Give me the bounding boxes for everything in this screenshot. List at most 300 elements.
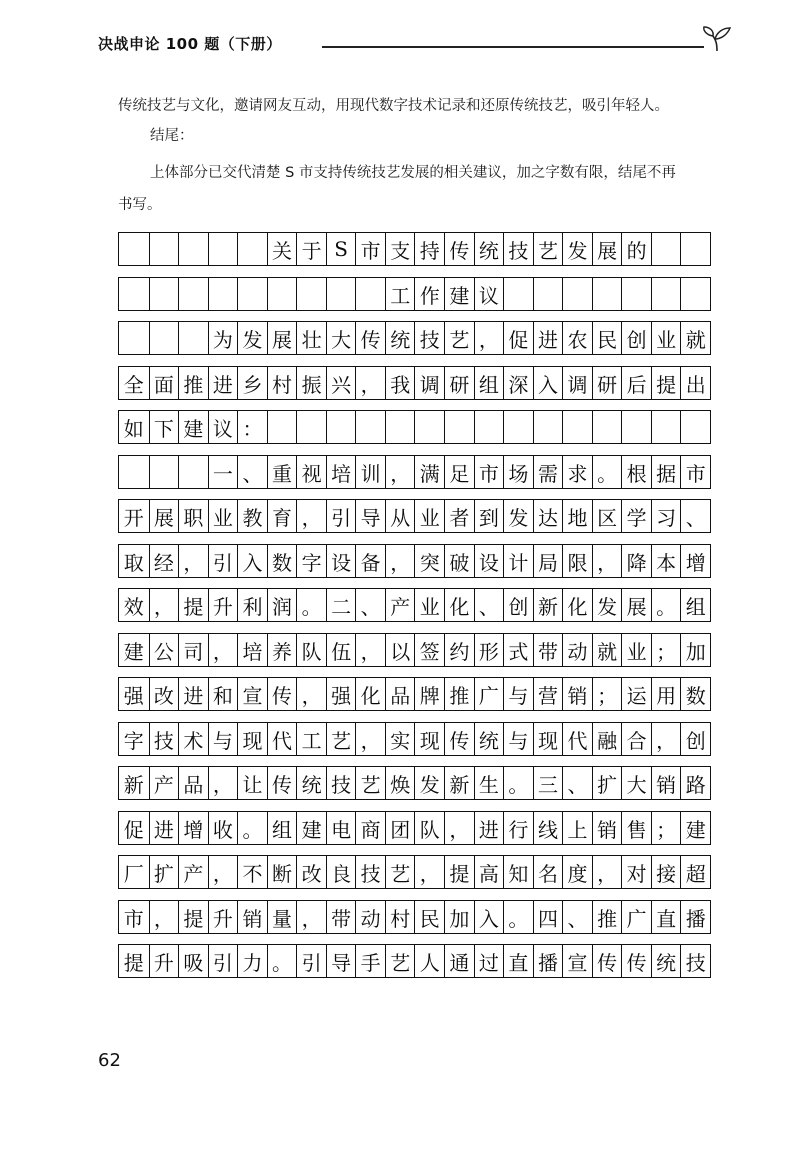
- grid-cell: 化: [444, 589, 474, 621]
- grid-cell: 现: [533, 723, 563, 755]
- grid-cell: 业: [414, 589, 444, 621]
- grid-cell: [237, 278, 267, 310]
- grid-cell: 吸: [178, 945, 208, 977]
- grid-cell: 促: [123, 817, 144, 842]
- grid-cell: [680, 278, 710, 310]
- grid-cell: 据: [651, 456, 681, 488]
- grid-cell: 促: [503, 322, 533, 354]
- grid-cell: 收: [208, 812, 238, 844]
- grid-cell: 工: [296, 723, 326, 755]
- grid-cell: 艺: [385, 856, 415, 888]
- grid-cell: 过: [474, 945, 504, 977]
- grid-cell: 艺: [444, 322, 474, 354]
- grid-cell: 司: [178, 634, 208, 666]
- grid-cell: 二: [326, 589, 356, 621]
- grid-cell: 团: [385, 812, 415, 844]
- grid-cell: 。: [592, 456, 622, 488]
- grid-cell: 良: [326, 856, 356, 888]
- grid-cell: 我: [385, 367, 415, 399]
- grid-cell: [651, 233, 681, 265]
- sprout-icon: [700, 26, 734, 52]
- body-paragraph-2-line-1: 上体部分已交代清楚 S 市支持传统技艺发展的相关建议，加之字数有限，结尾不再: [150, 165, 676, 181]
- grid-cell: 习: [651, 500, 681, 532]
- grid-cell: 约: [444, 634, 474, 666]
- grid-cell: [149, 233, 179, 265]
- grid-cell: 技: [149, 723, 179, 755]
- grid-cell: ，: [592, 545, 622, 577]
- ending-label: 结尾：: [150, 128, 194, 144]
- grid-cell: 技: [503, 233, 533, 265]
- grid-cell: [592, 411, 622, 443]
- grid-cell: 建: [680, 812, 710, 844]
- grid-cell: 量: [267, 901, 297, 933]
- grid-cell: 局: [533, 545, 563, 577]
- grid-cell: 需: [533, 456, 563, 488]
- grid-cell: 动: [355, 901, 385, 933]
- grid-cell: 队: [296, 634, 326, 666]
- grid-cell: [326, 278, 356, 310]
- grid-cell: 升: [149, 945, 179, 977]
- grid-cell: 推: [444, 678, 474, 710]
- grid-cell: 代: [562, 723, 592, 755]
- grid-cell: 线: [533, 812, 563, 844]
- grid-cell: [208, 233, 238, 265]
- grid-cell: 不: [237, 856, 267, 888]
- header-rule: [322, 46, 704, 48]
- grid-cell: 本: [651, 545, 681, 577]
- grid-cell: 效: [123, 594, 144, 619]
- grid-cell: 入: [474, 901, 504, 933]
- grid-cell: 产: [385, 589, 415, 621]
- grid-cell: 入: [237, 545, 267, 577]
- grid-cell: [680, 233, 710, 265]
- grid-cell: 经: [149, 545, 179, 577]
- grid-cell: 于: [296, 233, 326, 265]
- grid-cell: 对: [621, 856, 651, 888]
- grid-cell: [562, 278, 592, 310]
- grid-cell: 提: [444, 856, 474, 888]
- grid-cell: ，: [385, 545, 415, 577]
- grid-cell: 组: [474, 367, 504, 399]
- grid-cell: ，: [651, 723, 681, 755]
- grid-cell: ，: [149, 589, 179, 621]
- grid-cell: 视: [296, 456, 326, 488]
- grid-cell: 直: [503, 945, 533, 977]
- grid-cell: 三: [533, 767, 563, 799]
- grid-cell: 到: [474, 500, 504, 532]
- grid-cell: 字: [123, 728, 144, 753]
- grid-row: [118, 633, 711, 667]
- grid-cell: [503, 411, 533, 443]
- grid-cell: 艺: [326, 723, 356, 755]
- grid-cell: 与: [503, 723, 533, 755]
- grid-cell: 发: [592, 589, 622, 621]
- grid-cell: 宣: [562, 945, 592, 977]
- grid-cell: 提: [651, 367, 681, 399]
- grid-cell: 建: [296, 812, 326, 844]
- grid-cell: 销: [592, 812, 622, 844]
- grid-cell: 、: [680, 500, 710, 532]
- grid-cell: 提: [178, 901, 208, 933]
- grid-cell: 增: [680, 545, 710, 577]
- grid-cell: ，: [355, 634, 385, 666]
- grid-row: [118, 811, 711, 845]
- grid-cell: 职: [178, 500, 208, 532]
- grid-cell: 和: [208, 678, 238, 710]
- grid-cell: 学: [621, 500, 651, 532]
- grid-cell: [208, 278, 238, 310]
- grid-cell: 市: [123, 906, 144, 931]
- grid-row: [118, 944, 711, 978]
- grid-cell: S: [326, 233, 356, 265]
- grid-cell: 创: [503, 589, 533, 621]
- grid-cell: 宣: [237, 678, 267, 710]
- grid-cell: 业: [621, 634, 651, 666]
- grid-cell: 达: [533, 500, 563, 532]
- grid-cell: 传: [592, 945, 622, 977]
- grid-cell: 传: [355, 322, 385, 354]
- grid-cell: 用: [651, 678, 681, 710]
- grid-row: [118, 544, 711, 578]
- grid-cell: 与: [503, 678, 533, 710]
- grid-cell: ，: [208, 634, 238, 666]
- grid-cell: [178, 456, 208, 488]
- grid-cell: 现: [237, 723, 267, 755]
- grid-cell: 技: [355, 856, 385, 888]
- grid-cell: [621, 278, 651, 310]
- grid-cell: 壮: [296, 322, 326, 354]
- grid-cell: 市: [474, 456, 504, 488]
- grid-cell: 突: [414, 545, 444, 577]
- grid-cell: 地: [562, 500, 592, 532]
- book-title: 决战申论 100 题（下册）: [98, 35, 282, 53]
- grid-cell: 新: [533, 589, 563, 621]
- grid-cell: 销: [651, 767, 681, 799]
- grid-cell: 路: [680, 767, 710, 799]
- grid-cell: 接: [651, 856, 681, 888]
- grid-row: [118, 366, 711, 400]
- grid-cell: 训: [355, 456, 385, 488]
- grid-cell: 发: [237, 322, 267, 354]
- grid-cell: 出: [680, 367, 710, 399]
- grid-cell: 播: [680, 901, 710, 933]
- grid-cell: 后: [621, 367, 651, 399]
- grid-cell: 。: [267, 945, 297, 977]
- grid-cell: 润: [267, 589, 297, 621]
- grid-cell: 断: [267, 856, 297, 888]
- grid-cell: ，: [474, 322, 504, 354]
- grid-cell: 扩: [592, 767, 622, 799]
- grid-cell: ，: [296, 678, 326, 710]
- grid-cell: 传: [267, 767, 297, 799]
- grid-cell: 支: [385, 233, 415, 265]
- grid-cell: 区: [592, 500, 622, 532]
- grid-cell: 销: [562, 678, 592, 710]
- grid-cell: 融: [592, 723, 622, 755]
- grid-cell: 技: [414, 322, 444, 354]
- grid-cell: ，: [385, 456, 415, 488]
- grid-cell: 计: [503, 545, 533, 577]
- grid-cell: 市: [355, 233, 385, 265]
- grid-cell: 业: [651, 322, 681, 354]
- grid-cell: 组: [267, 812, 297, 844]
- grid-cell: 高: [474, 856, 504, 888]
- grid-cell: 。: [296, 589, 326, 621]
- grid-cell: 大: [621, 767, 651, 799]
- grid-cell: 焕: [385, 767, 415, 799]
- grid-cell: 者: [444, 500, 474, 532]
- grid-cell: 技: [326, 767, 356, 799]
- grid-cell: [355, 411, 385, 443]
- grid-cell: 带: [326, 901, 356, 933]
- grid-cell: 下: [149, 411, 179, 443]
- grid-cell: 推: [178, 367, 208, 399]
- grid-cell: [149, 456, 179, 488]
- grid-cell: 直: [651, 901, 681, 933]
- grid-cell: 开: [123, 505, 144, 530]
- grid-cell: 广: [474, 678, 504, 710]
- grid-row: [118, 232, 711, 266]
- grid-cell: 品: [178, 767, 208, 799]
- grid-cell: 播: [533, 945, 563, 977]
- grid-cell: 村: [385, 901, 415, 933]
- grid-cell: 进: [208, 367, 238, 399]
- grid-cell: 引: [296, 945, 326, 977]
- grid-cell: ；: [651, 812, 681, 844]
- grid-cell: ，: [296, 901, 326, 933]
- grid-cell: ，: [178, 545, 208, 577]
- grid-cell: 展: [149, 500, 179, 532]
- grid-cell: 展: [267, 322, 297, 354]
- body-paragraph-2-line-2: 书写。: [118, 197, 162, 213]
- grid-cell: 取: [123, 550, 144, 575]
- grid-cell: [414, 411, 444, 443]
- grid-cell: 产: [178, 856, 208, 888]
- grid-cell: 电: [326, 812, 356, 844]
- grid-cell: 字: [296, 545, 326, 577]
- grid-cell: 研: [592, 367, 622, 399]
- grid-cell: 数: [267, 545, 297, 577]
- grid-cell: 产: [149, 767, 179, 799]
- grid-cell: [651, 411, 681, 443]
- grid-cell: 传: [444, 723, 474, 755]
- grid-cell: [296, 411, 326, 443]
- grid-cell: 新: [444, 767, 474, 799]
- grid-cell: [119, 322, 149, 354]
- grid-cell: 带: [533, 634, 563, 666]
- grid-cell: ：: [237, 411, 267, 443]
- grid-cell: 、: [474, 589, 504, 621]
- grid-cell: 名: [533, 856, 563, 888]
- grid-cell: 设: [326, 545, 356, 577]
- grid-cell: 导: [355, 500, 385, 532]
- grid-cell: 建: [178, 411, 208, 443]
- grid-cell: 。: [651, 589, 681, 621]
- grid-cell: 伍: [326, 634, 356, 666]
- grid-cell: 加: [680, 634, 710, 666]
- grid-cell: 创: [680, 723, 710, 755]
- grid-cell: 一: [208, 456, 238, 488]
- grid-cell: 设: [474, 545, 504, 577]
- grid-cell: 建: [123, 639, 144, 664]
- grid-cell: 生: [474, 767, 504, 799]
- grid-cell: [326, 411, 356, 443]
- grid-cell: 进: [474, 812, 504, 844]
- grid-cell: 通: [444, 945, 474, 977]
- grid-cell: 厂: [123, 861, 144, 886]
- grid-cell: 形: [474, 634, 504, 666]
- grid-cell: [680, 411, 710, 443]
- grid-cell: ，: [355, 723, 385, 755]
- grid-cell: 入: [533, 367, 563, 399]
- grid-cell: [178, 233, 208, 265]
- grid-cell: [385, 411, 415, 443]
- grid-cell: 培: [326, 456, 356, 488]
- grid-cell: 式: [503, 634, 533, 666]
- grid-cell: [149, 278, 179, 310]
- grid-cell: 增: [178, 812, 208, 844]
- grid-cell: 售: [621, 812, 651, 844]
- grid-cell: 统: [474, 723, 504, 755]
- grid-cell: 动: [562, 634, 592, 666]
- grid-cell: 破: [444, 545, 474, 577]
- grid-cell: 大: [326, 322, 356, 354]
- grid-cell: 议: [208, 411, 238, 443]
- grid-cell: 民: [414, 901, 444, 933]
- grid-cell: 提: [123, 950, 144, 975]
- grid-cell: 。: [237, 812, 267, 844]
- grid-cell: 进: [533, 322, 563, 354]
- grid-cell: 牌: [414, 678, 444, 710]
- grid-cell: 商: [355, 812, 385, 844]
- grid-cell: 业: [414, 500, 444, 532]
- grid-cell: 改: [296, 856, 326, 888]
- grid-cell: [503, 278, 533, 310]
- grid-cell: 加: [444, 901, 474, 933]
- grid-cell: 业: [208, 500, 238, 532]
- grid-cell: 强: [326, 678, 356, 710]
- grid-cell: 议: [474, 278, 504, 310]
- grid-cell: 提: [178, 589, 208, 621]
- grid-cell: 求: [562, 456, 592, 488]
- grid-cell: 面: [149, 367, 179, 399]
- grid-cell: ，: [592, 856, 622, 888]
- grid-cell: 营: [533, 678, 563, 710]
- grid-cell: 养: [267, 634, 297, 666]
- grid-cell: 技: [680, 945, 710, 977]
- grid-cell: 就: [680, 322, 710, 354]
- grid-cell: 全: [123, 372, 144, 397]
- grid-cell: 传: [621, 945, 651, 977]
- grid-cell: 育: [267, 500, 297, 532]
- body-paragraph-1: 传统技艺与文化，邀请网友互动，用现代数字技术记录和还原传统技艺，吸引年轻人。: [118, 98, 669, 114]
- grid-cell: 农: [562, 322, 592, 354]
- grid-cell: 限: [562, 545, 592, 577]
- grid-cell: [119, 278, 149, 310]
- grid-cell: 现: [414, 723, 444, 755]
- page-number: 62: [98, 1050, 121, 1071]
- grid-cell: 销: [237, 901, 267, 933]
- grid-cell: 利: [237, 589, 267, 621]
- grid-cell: ，: [208, 856, 238, 888]
- grid-cell: 民: [592, 322, 622, 354]
- grid-cell: [651, 278, 681, 310]
- grid-cell: 振: [296, 367, 326, 399]
- grid-cell: 实: [385, 723, 415, 755]
- grid-cell: 化: [562, 589, 592, 621]
- grid-cell: 新: [123, 772, 144, 797]
- grid-cell: [119, 456, 149, 488]
- grid-cell: 就: [592, 634, 622, 666]
- grid-cell: 与: [208, 723, 238, 755]
- grid-cell: 艺: [385, 945, 415, 977]
- grid-cell: 度: [562, 856, 592, 888]
- grid-cell: ，: [444, 812, 474, 844]
- grid-cell: [237, 233, 267, 265]
- grid-cell: 的: [621, 233, 651, 265]
- grid-cell: [267, 278, 297, 310]
- grid-cell: 进: [178, 678, 208, 710]
- grid-cell: 、: [355, 589, 385, 621]
- grid-cell: [267, 411, 297, 443]
- grid-cell: 数: [680, 678, 710, 710]
- grid-cell: 展: [592, 233, 622, 265]
- grid-cell: 满: [414, 456, 444, 488]
- grid-cell: 从: [385, 500, 415, 532]
- grid-cell: [178, 322, 208, 354]
- grid-cell: ，: [414, 856, 444, 888]
- grid-cell: 工: [385, 278, 415, 310]
- grid-cell: 化: [355, 678, 385, 710]
- grid-cell: [178, 278, 208, 310]
- grid-cell: 上: [562, 812, 592, 844]
- grid-row: [118, 455, 711, 489]
- grid-cell: [562, 411, 592, 443]
- grid-cell: 人: [414, 945, 444, 977]
- grid-cell: ，: [208, 767, 238, 799]
- grid-cell: 四: [533, 901, 563, 933]
- grid-cell: [355, 278, 385, 310]
- grid-cell: 公: [149, 634, 179, 666]
- grid-cell: ；: [651, 634, 681, 666]
- grid-cell: 广: [621, 901, 651, 933]
- grid-cell: 引: [326, 500, 356, 532]
- grid-cell: [119, 233, 149, 265]
- grid-cell: [533, 411, 563, 443]
- grid-cell: ，: [355, 367, 385, 399]
- grid-cell: 深: [503, 367, 533, 399]
- grid-cell: [149, 322, 179, 354]
- grid-cell: 、: [562, 901, 592, 933]
- grid-cell: [296, 278, 326, 310]
- grid-cell: 村: [267, 367, 297, 399]
- grid-row: [118, 277, 711, 311]
- grid-cell: 传: [444, 233, 474, 265]
- grid-cell: 推: [592, 901, 622, 933]
- grid-row: [118, 722, 711, 756]
- grid-cell: 作: [414, 278, 444, 310]
- grid-cell: 升: [208, 901, 238, 933]
- grid-cell: 组: [680, 589, 710, 621]
- grid-cell: 培: [237, 634, 267, 666]
- grid-cell: 超: [680, 856, 710, 888]
- grid-cell: [533, 278, 563, 310]
- grid-cell: 备: [355, 545, 385, 577]
- grid-cell: 乡: [237, 367, 267, 399]
- grid-cell: 品: [385, 678, 415, 710]
- grid-cell: 如: [123, 416, 144, 441]
- grid-cell: 关: [267, 233, 297, 265]
